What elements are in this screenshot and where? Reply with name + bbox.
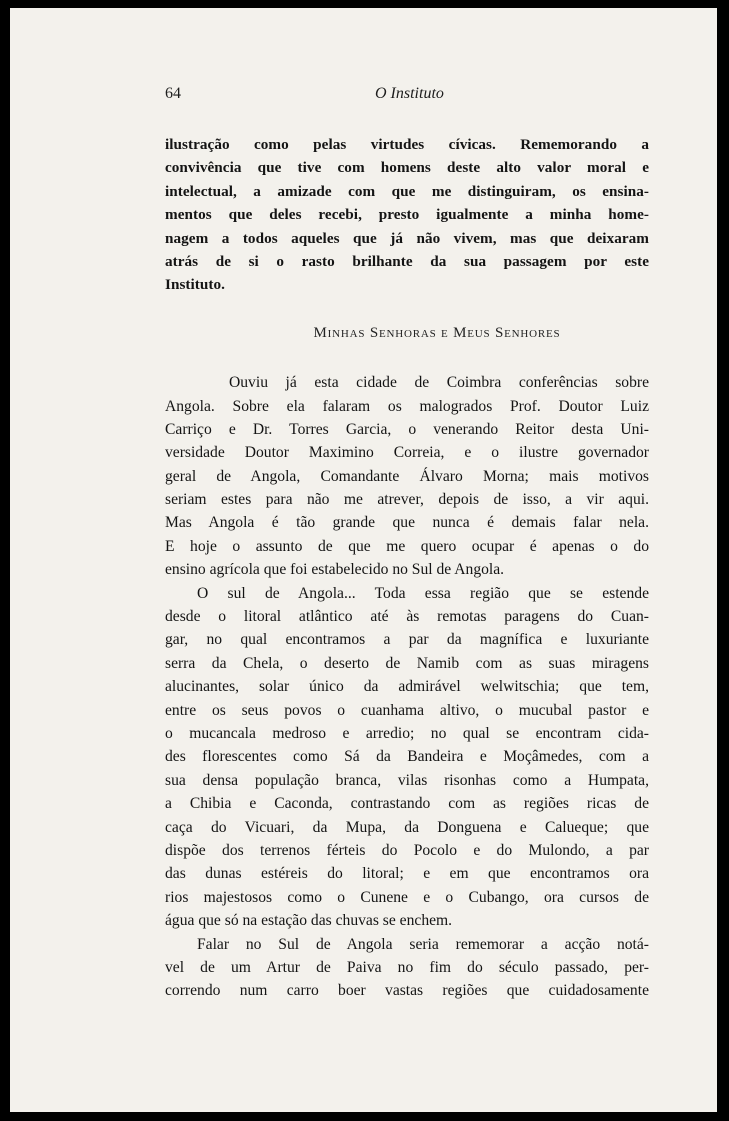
- text-line: água que só na estação das chuvas se enchem.: [165, 912, 453, 930]
- paragraph-sul-de-angola: [165, 582, 649, 933]
- text-line: desde o litoral atlântico até às remotas paragens do Cuan-: [165, 608, 649, 626]
- text-line: alucinantes, solar único da admirável welwitschia; que tem,: [165, 678, 649, 696]
- opening-paragraph: [165, 133, 649, 297]
- running-title: O Instituto: [375, 85, 444, 102]
- text-line: des florescentes como Sá da Bandeira e Moçâmedes, com a: [165, 748, 649, 766]
- text-line: o mucancala medroso e arredio; no qual se encontram cida-: [165, 725, 649, 742]
- paragraph-artur-de-paiva: [165, 933, 649, 1003]
- text-line: ilustração como pelas virtudes cívicas. Rememorando a: [165, 136, 649, 153]
- text-line: rios majestosos como o Cunene e o Cubango, ora cursos de: [165, 888, 649, 906]
- text-line: Ouviu já esta cidade de Coimbra conferências sobre: [229, 374, 649, 392]
- body-text: [165, 133, 649, 1003]
- text-line: gar, no qual encontramos a par da magnífica e luxuriante: [165, 631, 649, 649]
- text-line: Angola. Sobre ela falaram os malogrados Prof. Doutor Luiz: [165, 397, 649, 415]
- text-line: atrás de si o rasto brilhante da sua passagem por este: [165, 252, 649, 270]
- text-line: Mas Angola é tão grande que nunca é demais falar nela.: [165, 514, 649, 532]
- text-line: intelectual, a amizade com que me distinguiram, os ensina-: [165, 182, 649, 200]
- page-number: 64: [165, 85, 181, 102]
- text-line: Falar no Sul de Angola seria rememorar a acção notá-: [197, 935, 649, 953]
- page-header: [165, 85, 649, 109]
- text-line: dispõe dos terrenos férteis do Pocolo e do Mulondo, a par: [165, 841, 649, 859]
- text-line: Instituto.: [165, 276, 225, 294]
- text-line: Carriço e Dr. Torres Garcia, o venerando Reitor desta Uni-: [165, 420, 649, 438]
- text-line: a Chibia e Caconda, contrastando com as regiões ricas de: [165, 795, 649, 813]
- text-line: versidade Doutor Maximino Correia, e o ilustre governador: [165, 444, 649, 462]
- text-line: caça do Vicuari, da Mupa, da Donguena e Calueque; que: [165, 818, 649, 836]
- text-line: O sul de Angola... Toda essa região que se estende: [197, 584, 649, 602]
- text-line: geral de Angola, Comandante Álvaro Morna; mais motivos: [165, 467, 649, 485]
- text-line: convivência que tive com homens deste alto valor moral e: [165, 159, 649, 177]
- text-line: correndo num carro boer vastas regiões que cuidadosamente: [165, 982, 649, 1000]
- paragraph-coimbra: [165, 371, 649, 582]
- text-line: serra da Chela, o deserto de Namib com as suas miragens: [165, 654, 649, 672]
- text-line: nagem a todos aqueles que já não vivem, mas que deixaram: [165, 229, 649, 247]
- text-line: das dunas estéreis do litoral; e em que encontramos ora: [165, 865, 649, 883]
- text-line: mentos que deles recebi, presto igualmente a minha home-: [165, 206, 649, 224]
- text-line: ensino agrícola que foi estabelecido no Sul de Angola.: [165, 561, 505, 579]
- book-page: [10, 8, 717, 1112]
- text-line: vel de um Artur de Paiva no fim do século passado, per-: [165, 958, 649, 976]
- text-line: seriam estes para não me atrever, depois de isso, a vir aqui.: [165, 491, 649, 509]
- section-heading: Minhas Senhoras e Meus Senhores: [313, 324, 561, 341]
- text-line: entre os seus povos o cuanhama altivo, o mucubal pastor e: [165, 701, 649, 719]
- text-line: E hoje o assunto de que me quero ocupar é apenas o do: [165, 537, 649, 555]
- text-line: sua densa população branca, vilas risonhas como a Humpata,: [165, 771, 649, 789]
